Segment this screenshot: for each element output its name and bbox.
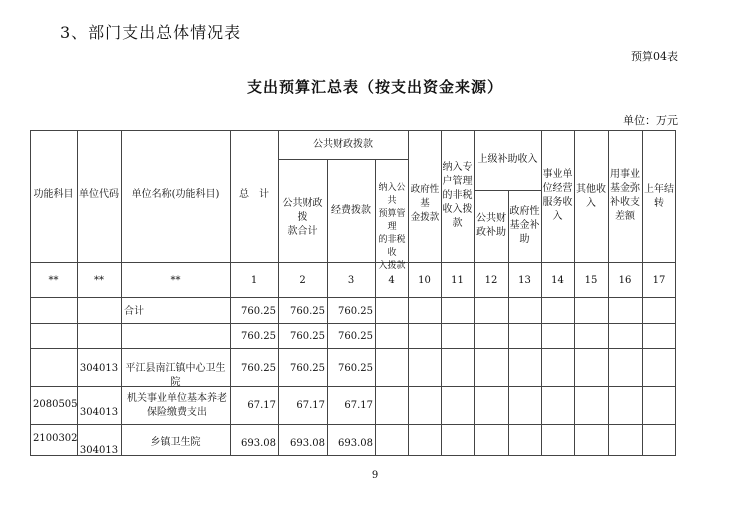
form-number: 预算04表 <box>631 50 678 63</box>
index-cell: 1 <box>250 275 258 286</box>
row-total: 760.25 <box>241 331 276 342</box>
header-carryover: 上年结 转 <box>644 184 674 209</box>
index-cell: 11 <box>451 275 464 286</box>
row-pf-total: 760.25 <box>290 331 325 342</box>
index-cell: 14 <box>551 275 564 286</box>
row-code: 304013 <box>79 363 119 374</box>
index-cell: ** <box>94 275 104 286</box>
row-total: 693.08 <box>241 438 276 449</box>
row-name: 平江县南江镇中心卫生院 <box>125 363 226 388</box>
row-code: 304013 <box>79 445 119 456</box>
row-funding: 760.25 <box>338 331 373 342</box>
header-total: 总 计 <box>239 189 269 200</box>
header-public-finance: 公共财政拨款 <box>313 139 373 150</box>
row-pf-total: 760.25 <box>290 363 325 374</box>
index-cell: ** <box>48 275 59 286</box>
index-cell: 3 <box>347 275 355 286</box>
section-title: 3、部门支出总体情况表 <box>60 23 242 42</box>
page-number: 9 <box>371 470 379 481</box>
header-superior-subsidy: 上级补助收入 <box>477 154 538 165</box>
index-cell: 15 <box>584 275 598 286</box>
header-public-finance-total: 公共财政拨 款合计 <box>282 198 323 237</box>
header-gov-fund-subsidy: 政府性 基金补 助 <box>509 206 540 245</box>
row-funding: 67.17 <box>344 400 373 411</box>
row-pf-total: 67.17 <box>296 400 325 411</box>
row-total: 760.25 <box>241 306 276 317</box>
header-unit-name: 单位名称(功能科目) <box>131 189 220 200</box>
index-cell: 13 <box>518 275 531 286</box>
header-fund-makeup: 用事业 基金弥 补收支 差额 <box>610 169 640 222</box>
index-cell: 17 <box>652 275 666 286</box>
row-code: 304013 <box>79 407 119 418</box>
row-func: 2080505 <box>33 399 78 410</box>
index-cell: 2 <box>299 275 306 286</box>
row-pf-total: 693.08 <box>290 438 325 449</box>
header-other-income: 其他收 入 <box>576 184 606 209</box>
row-funding: 760.25 <box>338 306 373 317</box>
index-cell: 10 <box>418 275 431 286</box>
unit-label: 单位：万元 <box>623 114 678 127</box>
row-name: 机关事业单位基本养老 保险缴费支出 <box>127 393 227 418</box>
row-name: 乡镇卫生院 <box>150 437 201 448</box>
row-funding: 760.25 <box>338 363 373 374</box>
row-funding: 693.08 <box>338 438 373 449</box>
index-cell: 12 <box>484 275 498 286</box>
header-nontax: 纳入公共 预算管理 的非税收 入拨款 <box>378 183 406 271</box>
header-special-nontax: 纳入专 户管理 的非税 收入拨 款 <box>442 162 473 229</box>
header-business-income: 事业单 位经营 服务收 入 <box>542 169 573 222</box>
row-total: 760.25 <box>241 363 276 374</box>
header-unit-code: 单位代码 <box>79 189 119 200</box>
index-cell: ** <box>170 275 181 286</box>
header-funding: 经费拨款 <box>331 205 371 216</box>
page-title: 支出预算汇总表（按支出资金来源） <box>246 78 503 96</box>
header-gov-fund: 政府性基 金拨款 <box>410 184 440 223</box>
row-pf-total: 760.25 <box>290 306 325 317</box>
index-cell: 16 <box>618 275 632 286</box>
row-name: 合计 <box>124 306 144 317</box>
header-func-subject: 功能科目 <box>33 189 74 200</box>
index-cell: 4 <box>388 275 395 286</box>
header-public-subsidy: 公共财 政补助 <box>476 213 506 238</box>
row-total: 67.17 <box>247 400 276 411</box>
row-func: 2100302 <box>33 433 78 444</box>
